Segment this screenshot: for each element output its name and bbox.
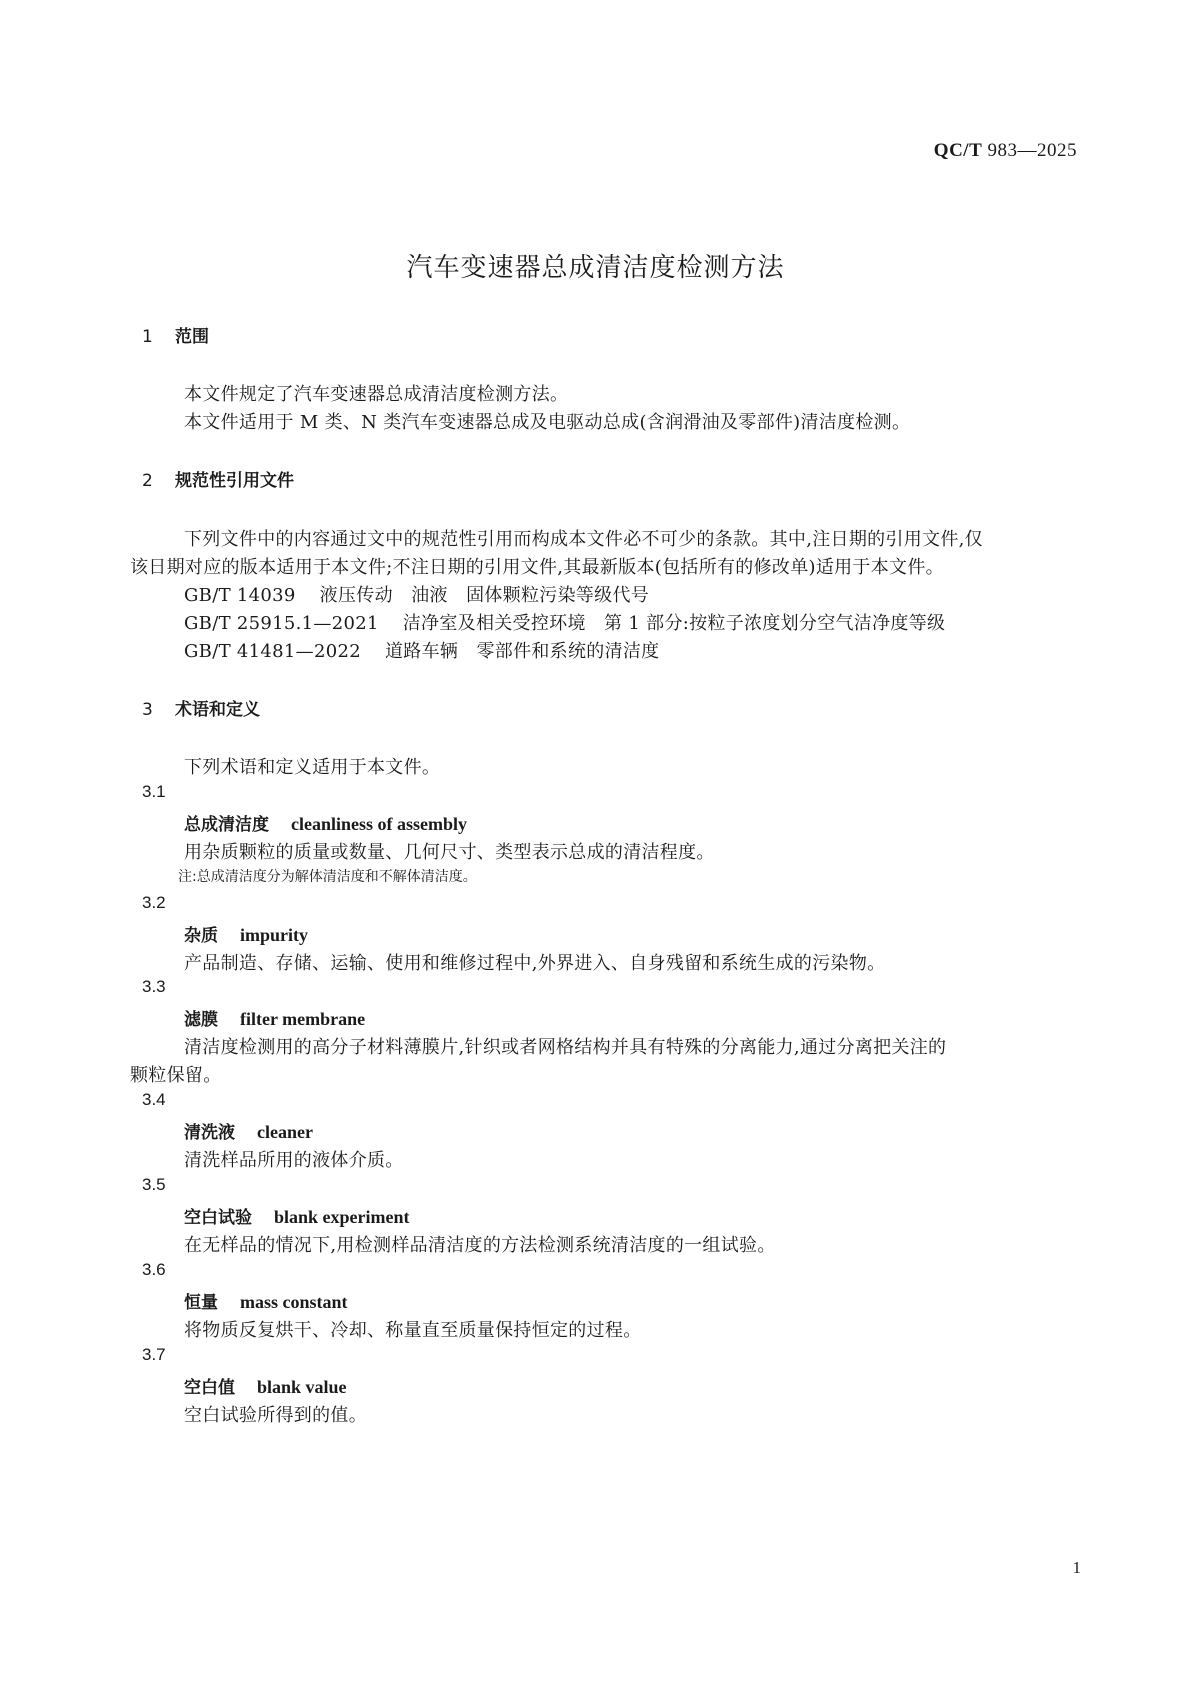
term-english: blank value (257, 1377, 347, 1397)
term-definition: 清洁度检测用的高分子材料薄膜片,针织或者网格结构并具有特殊的分离能力,通过分离把关注的 (184, 1037, 947, 1058)
term-heading (184, 1373, 347, 1398)
term-english: filter membrane (240, 1009, 366, 1029)
paragraph: 本文件适用于 M 类、N 类汽车变速器总成及电驱动总成(含润滑油及零部件)清洁度检测。 (184, 412, 911, 433)
term-english: cleanliness of assembly (291, 814, 468, 834)
reference-item (184, 637, 659, 663)
section-title: 术语和定义 (175, 700, 260, 720)
term-chinese: 恒量 (184, 1293, 218, 1313)
standard-prefix: QC/T (933, 140, 983, 161)
paragraph: 该日期对应的版本适用于本文件;不注日期的引用文件,其最新版本(包括所有的修改单)适用于本文件。 (130, 557, 944, 578)
term-number: 3.1 (142, 782, 166, 801)
term-definition: 将物质反复烘干、冷却、称量直至质量保持恒定的过程。 (184, 1320, 642, 1341)
term-chinese: 总成清洁度 (184, 815, 269, 835)
term-heading (184, 921, 308, 946)
reference-code: GB/T 14039 (184, 585, 296, 606)
term-chinese: 空白值 (184, 1378, 235, 1398)
reference-code: GB/T 41481—2022 (184, 641, 361, 662)
term-number: 3.6 (142, 1260, 166, 1279)
term-heading (184, 1288, 348, 1313)
term-definition: 清洗样品所用的液体介质。 (184, 1150, 404, 1171)
standard-number (934, 140, 1077, 162)
term-number: 3.2 (142, 893, 166, 912)
section-number: 3 (142, 700, 153, 720)
term-definition: 颗粒保留。 (130, 1065, 222, 1086)
term-number: 3.5 (142, 1175, 166, 1194)
reference-title: 洁净室及相关受控环境 第 1 部分:按粒子浓度划分空气洁净度等级 (402, 613, 946, 634)
section-3-heading (142, 695, 260, 720)
term-english: cleaner (257, 1122, 313, 1142)
term-chinese: 空白试验 (184, 1208, 252, 1228)
term-number: 3.7 (142, 1345, 166, 1364)
section-number: 1 (142, 327, 153, 347)
term-definition: 在无样品的情况下,用检测样品清洁度的方法检测系统清洁度的一组试验。 (184, 1235, 776, 1256)
section-2-heading (142, 466, 294, 491)
term-number: 3.3 (142, 977, 166, 996)
term-chinese: 清洗液 (184, 1123, 235, 1143)
standard-code: 983—2025 (987, 140, 1077, 161)
section-1-heading (142, 322, 209, 347)
reference-item (184, 581, 649, 607)
paragraph: 本文件规定了汽车变速器总成清洁度检测方法。 (184, 384, 569, 405)
section-number: 2 (142, 471, 153, 491)
term-english: mass constant (240, 1292, 348, 1312)
term-definition: 产品制造、存储、运输、使用和维修过程中,外界进入、自身残留和系统生成的污染物。 (184, 953, 886, 974)
term-english: blank experiment (274, 1207, 410, 1227)
page-number: 1 (1072, 1558, 1081, 1577)
term-heading (184, 1203, 410, 1228)
paragraph: 下列文件中的内容通过文中的规范性引用而构成本文件必不可少的条款。其中,注日期的引用文件,仅 (184, 529, 983, 550)
term-heading (184, 810, 467, 835)
reference-item (184, 609, 945, 635)
term-number: 3.4 (142, 1090, 166, 1109)
paragraph: 下列术语和定义适用于本文件。 (184, 757, 441, 778)
term-heading (184, 1005, 365, 1030)
reference-code: GB/T 25915.1—2021 (184, 613, 379, 634)
term-definition: 用杂质颗粒的质量或数量、几何尺寸、类型表示总成的清洁程度。 (184, 842, 715, 863)
term-definition: 空白试验所得到的值。 (184, 1405, 367, 1426)
term-note: 注:总成清洁度分为解体清洁度和不解体清洁度。 (178, 869, 477, 885)
term-chinese: 滤膜 (184, 1010, 218, 1030)
reference-title: 道路车辆 零部件和系统的清洁度 (384, 641, 660, 662)
reference-title: 液压传动 油液 固体颗粒污染等级代号 (319, 585, 650, 606)
section-title: 规范性引用文件 (175, 471, 294, 491)
term-english: impurity (240, 925, 309, 945)
term-heading (184, 1118, 313, 1143)
term-chinese: 杂质 (184, 926, 218, 946)
document-title: 汽车变速器总成清洁度检测方法 (406, 253, 785, 283)
section-title: 范围 (175, 327, 209, 347)
